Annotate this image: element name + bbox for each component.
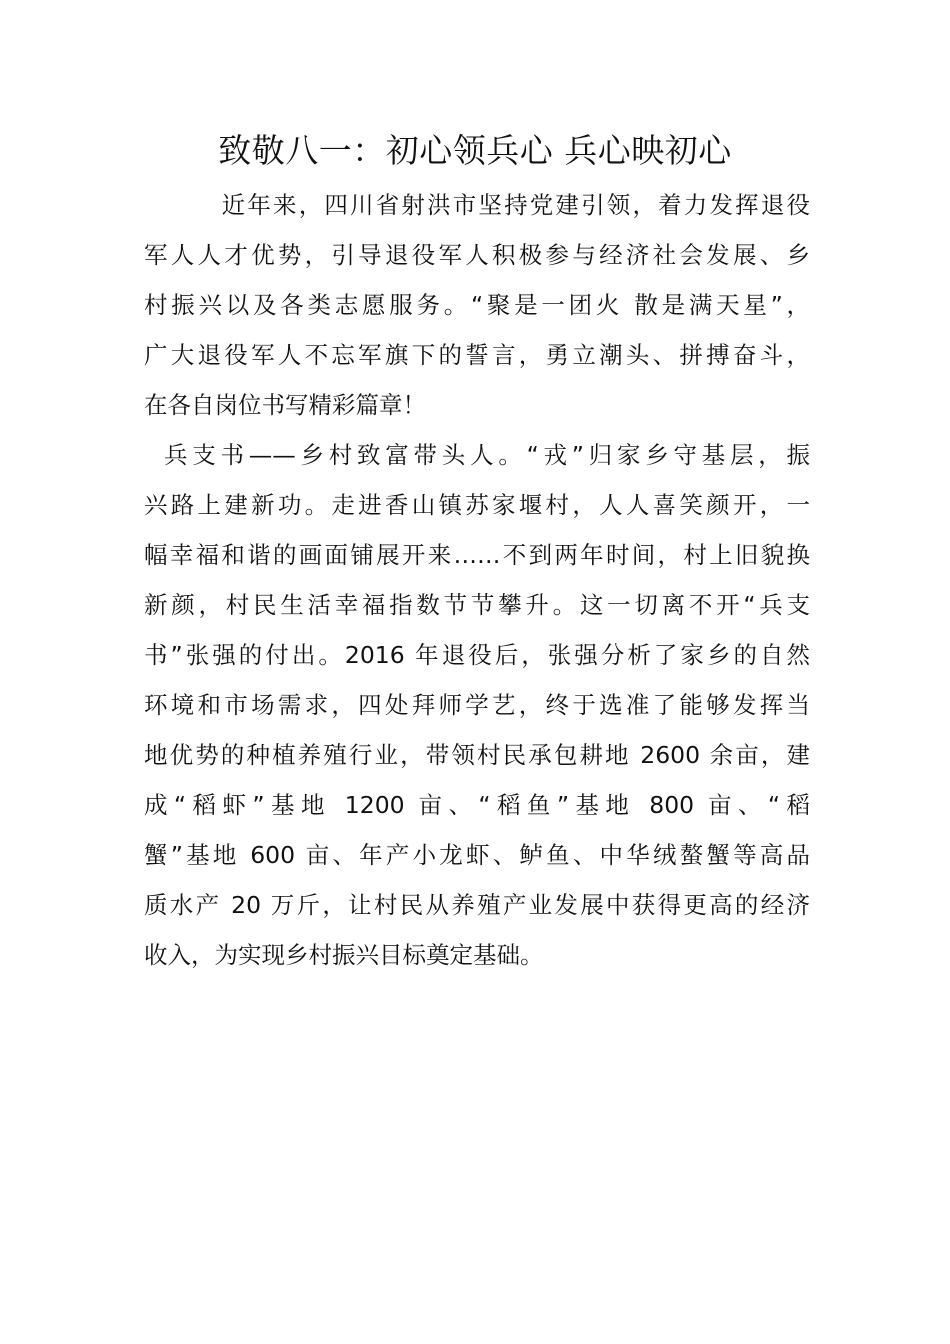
document-title: 致敬八一：初心领兵心 兵心映初心 [218, 131, 732, 170]
text-line: 广大退役军人不忘军旗下的誓言，勇立潮头、拼搏奋斗， [144, 341, 810, 369]
paragraph-soldier-secretary [144, 430, 810, 980]
text-line: 书”张强的付出。2016 年退役后，张强分析了家乡的自然 [144, 641, 810, 669]
text-line: 蟹”基地 600 亩、年产小龙虾、鲈鱼、中华绒螯蟹等高品 [144, 841, 810, 869]
text-line: 幅幸福和谐的画面铺展开来……不到两年时间，村上旧貌换 [144, 541, 810, 569]
text-line: 在各自岗位书写精彩篇章！ [144, 391, 426, 419]
text-line: 成“稻虾”基地 1200 亩、“稻鱼”基地 800 亩、“稻 [144, 791, 810, 819]
text-line: 村振兴以及各类志愿服务。“聚是一团火 散是满天星”， [144, 291, 810, 319]
text-line: 兴路上建新功。走进香山镇苏家堰村，人人喜笑颜开，一 [144, 491, 810, 519]
text-line: 收入，为实现乡村振兴目标奠定基础。 [144, 941, 544, 969]
text-line: 地优势的种植养殖行业，带领村民承包耕地 2600 余亩，建 [144, 741, 810, 769]
text-line: 近年来，四川省射洪市坚持党建引领，着力发挥退役 [196, 191, 810, 219]
text-line: 兵支书——乡村致富带头人。“戎”归家乡守基层，振 [164, 441, 810, 469]
text-line: 质水产 20 万斤，让村民从养殖产业发展中获得更高的经济 [144, 891, 810, 919]
text-line: 新颜，村民生活幸福指数节节攀升。这一切离不开“兵支 [144, 591, 810, 619]
text-line: 军人人才优势，引导退役军人积极参与经济社会发展、乡 [144, 241, 810, 269]
document-body [144, 180, 810, 980]
paragraph-intro [144, 180, 810, 430]
text-line: 环境和市场需求，四处拜师学艺，终于选准了能够发挥当 [144, 691, 810, 719]
